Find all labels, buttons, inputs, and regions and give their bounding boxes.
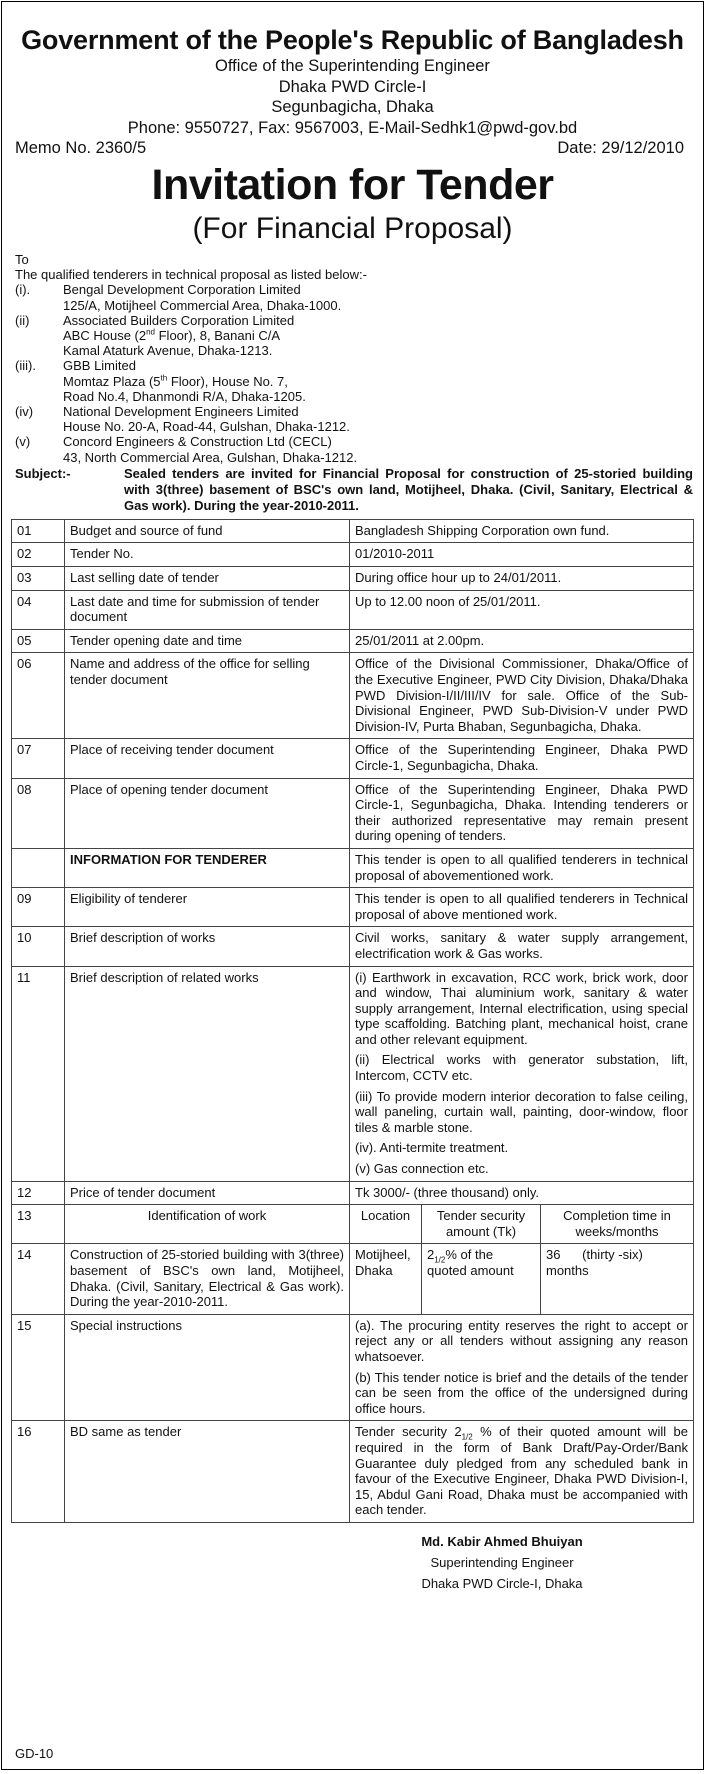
table-cell: 02 xyxy=(12,543,65,567)
table-row xyxy=(12,1205,694,1244)
table-cell: 16 xyxy=(12,1421,65,1523)
table-cell: This tender is open to all qualified tenderers in Technical proposal of above mentioned work. xyxy=(350,888,694,927)
table-row xyxy=(12,567,694,591)
table-row xyxy=(12,1421,694,1523)
tenderer-name: Bengal Development Corporation Limited xyxy=(63,282,301,298)
notice-subtitle: (For Financial Proposal) xyxy=(192,212,513,245)
table-cell: 05 xyxy=(12,629,65,653)
table-cell: Office of the Superintending Engineer, Dhaka PWD Circle-1, Segunbagicha, Dhaka. xyxy=(350,739,694,778)
tenderer-name: GBB Limited xyxy=(63,358,136,374)
table-cell: 04 xyxy=(12,590,65,629)
tender-details-table xyxy=(11,519,694,1523)
table-cell: Eligibility of tenderer xyxy=(65,888,350,927)
tenderer-name: Concord Engineers & Construction Ltd (CECL) xyxy=(63,434,332,450)
table-row xyxy=(12,1244,694,1314)
table-row xyxy=(12,629,694,653)
contact-line: Phone: 9550727, Fax: 9567003, E-Mail-Sedhk1@pwd-gov.bd xyxy=(127,118,578,137)
table-cell: Office of the Superintending Engineer, Dhaka PWD Circle-1, Segunbagicha, Dhaka. Intending tenderers or their authorized representative may remain present during opening of tenders. xyxy=(350,778,694,848)
tenderer-address: House No. 20-A, Road-44, Gulshan, Dhaka-1212. xyxy=(63,419,350,435)
table-cell: Name and address of the office for selling tender document xyxy=(65,653,350,739)
table-cell: 01 xyxy=(12,519,65,543)
table-cell: Up to 12.00 noon of 25/01/2011. xyxy=(350,590,694,629)
table-cell: Construction of 25-storied building with 3(three) basement of BSC's own land, Motijheel, Dhaka. (Civil, Sanitary, Electrical & Gas work). During the year-2010-2011. xyxy=(65,1244,350,1314)
table-cell: This tender is open to all qualified tenderers in technical proposal of abovementioned work. xyxy=(350,848,694,887)
table-cell: Budget and source of fund xyxy=(65,519,350,543)
signatory-designation: Superintending Engineer xyxy=(430,1554,574,1570)
table-cell: $2_{1/2}\%$ of the quoted amount xyxy=(422,1244,541,1314)
table-cell: Tender security amount (Tk) xyxy=(422,1205,541,1244)
table-row xyxy=(12,966,694,1181)
table-cell: BD same as tender xyxy=(65,1421,350,1523)
tenderer-address-2: Road No.4, Dhanmondi R/A, Dhaka-1205. xyxy=(63,388,306,404)
table-cell xyxy=(12,848,65,887)
table-cell: (a). The procuring entity reserves the right to accept or reject any or all tenders without assigning any reason whatsoever. (b) This tender notice is brief and the details of the tender can be seen from the office of the undersigned during office hours. xyxy=(350,1314,694,1421)
table-cell: 14 xyxy=(12,1244,65,1314)
to-label: To xyxy=(15,252,29,267)
table-cell: Brief description of related works xyxy=(65,966,350,1181)
table-cell: 09 xyxy=(12,888,65,927)
table-cell: 03 xyxy=(12,567,65,591)
office-name: Office of the Superintending Engineer xyxy=(215,57,490,75)
item-number: (i). xyxy=(15,282,31,298)
table-cell: Completion time in weeks/months xyxy=(541,1205,694,1244)
table-row xyxy=(12,739,694,778)
tenderer-address-2: Kamal Ataturk Avenue, Dhaka-1213. xyxy=(63,343,273,359)
memo-date: Date: 29/12/2010 xyxy=(557,139,684,157)
table-row xyxy=(12,848,694,887)
tenderer-list xyxy=(2,282,703,464)
to-intro: The qualified tenderers in technical proposal as listed below:- xyxy=(15,267,367,283)
table-cell: 25/01/2011 at 2.00pm. xyxy=(350,629,694,653)
list-item xyxy=(2,404,703,434)
tenderer-address: ABC House (2nd Floor), 8, Banani C/A xyxy=(63,327,280,344)
table-cell: Special instructions xyxy=(65,1314,350,1421)
table-row xyxy=(12,778,694,848)
office-location: Segunbagicha, Dhaka xyxy=(271,98,434,116)
table-cell: 01/2010-2011 xyxy=(350,543,694,567)
table-cell: 10 xyxy=(12,927,65,966)
table-row xyxy=(12,927,694,966)
signature-block xyxy=(387,1531,617,1594)
subject xyxy=(2,465,703,514)
table-row xyxy=(12,1181,694,1205)
table-cell: 08 xyxy=(12,778,65,848)
table-cell: 12 xyxy=(12,1181,65,1205)
table-cell: Tk 3000/- (three thousand) only. xyxy=(350,1181,694,1205)
item-number: (iii). xyxy=(15,358,36,374)
table-cell: Tender opening date and time xyxy=(65,629,350,653)
section-heading: INFORMATION FOR TENDERER xyxy=(65,848,350,887)
table-cell: 15 xyxy=(12,1314,65,1421)
table-cell: Office of the Divisional Commissioner, Dhaka/Office of the Executive Engineer, PWD City Division, Dhaka/Dhaka PWD Division-I/II/III/IV for sale. Office of the Sub-Divisional Engineer, PWD Sub-Division-V under PWD Division-IV, Purta Bhaban, Segunbagicha, Dhaka. xyxy=(350,653,694,739)
memo-number: Memo No. 2360/5 xyxy=(15,139,147,157)
table-cell: Last date and time for submission of tender document xyxy=(65,590,350,629)
table-cell: Identification of work xyxy=(65,1205,350,1244)
table-cell: Brief description of works xyxy=(65,927,350,966)
list-item xyxy=(2,434,703,464)
table-cell: Place of opening tender document xyxy=(65,778,350,848)
table-row xyxy=(12,590,694,629)
table-cell: Price of tender document xyxy=(65,1181,350,1205)
signatory-name: Md. Kabir Ahmed Bhuiyan xyxy=(421,1533,583,1549)
tender-notice xyxy=(1,1,704,1770)
notice-title: Invitation for Tender xyxy=(151,161,554,209)
table-cell: Location xyxy=(350,1205,422,1244)
list-item xyxy=(2,358,703,404)
table-cell: 13 xyxy=(12,1205,65,1244)
tenderer-address: 125/A, Motijheel Commercial Area, Dhaka-1000. xyxy=(63,297,342,313)
table-row xyxy=(12,543,694,567)
subject-text: Sealed tenders are invited for Financial Proposal for construction of 25-storied building with 3(three) basement of BSC's own land, Motijheel, Dhaka. (Civil, Sanitary, Electrical & Gas work). During the year-2010-2011. xyxy=(124,465,693,513)
signatory-office: Dhaka PWD Circle-I, Dhaka xyxy=(421,1575,583,1591)
table-cell: Last selling date of tender xyxy=(65,567,350,591)
letterhead xyxy=(2,24,703,138)
table-cell: During office hour up to 24/01/2011. xyxy=(350,567,694,591)
tenderer-address: 43, North Commercial Area, Gulshan, Dhaka-1212. xyxy=(63,449,358,465)
memo-row xyxy=(2,138,703,158)
table-cell: Tender No. xyxy=(65,543,350,567)
table-cell: Bangladesh Shipping Corporation own fund. xyxy=(350,519,694,543)
table-row xyxy=(12,519,694,543)
table-cell: Tender security $2_{1/2}$ % of their quoted amount will be required in the form of Bank Draft/Pay-Order/Bank Guarantee duly pledged from any scheduled bank in favour of the Executive Engineer, Dhaka PWD Division-I, 15, Abdul Gani Road, Dhaka must be accompanied with each tender. xyxy=(350,1421,694,1523)
item-number: (v) xyxy=(15,434,31,450)
addressee xyxy=(2,252,703,282)
subject-label: Subject:- xyxy=(15,465,71,481)
table-cell: Place of receiving tender document xyxy=(65,739,350,778)
table-cell: 36 (thirty -six) months xyxy=(541,1244,694,1314)
tenderer-address: Momtaz Plaza (5th Floor), House No. 7, xyxy=(63,373,288,389)
table-cell: Civil works, sanitary & water supply arrangement, electrification work & Gas works. xyxy=(350,927,694,966)
table-cell: 11 xyxy=(12,966,65,1181)
table-row xyxy=(12,1314,694,1421)
table-row xyxy=(12,653,694,739)
item-number: (ii) xyxy=(15,312,30,328)
tenderer-name: Associated Builders Corporation Limited xyxy=(63,312,295,328)
circle-name: Dhaka PWD Circle-I xyxy=(278,77,427,96)
item-number: (iv) xyxy=(15,404,34,420)
government-title: Government of the People's Republic of Bangladesh xyxy=(21,25,684,55)
table-cell: 06 xyxy=(12,653,65,739)
document-code: GD-10 xyxy=(15,1746,54,1761)
list-item xyxy=(2,282,703,312)
table-cell: 07 xyxy=(12,739,65,778)
table-cell: Motijheel, Dhaka xyxy=(350,1244,422,1314)
table-row xyxy=(12,888,694,927)
tenderer-name: National Development Engineers Limited xyxy=(63,404,299,420)
table-cell: (i) Earthwork in excavation, RCC work, brick work, door and window, Thai aluminium work, sanitary & water supply arrangement, Internal electrification, using special type scaffolding. Batching plant, mechanical hoist, crane and other relevant equipment. (ii) Electrical works with generator substation, lift, Intercom, CCTV etc. (iii) To provide modern interior decoration to false ceiling, wall paneling, curtain wall, painting, door-window, floor tiles & marble stone. (iv). Anti-termite treatment. (v) Gas connection etc. xyxy=(350,966,694,1181)
list-item xyxy=(2,313,703,359)
